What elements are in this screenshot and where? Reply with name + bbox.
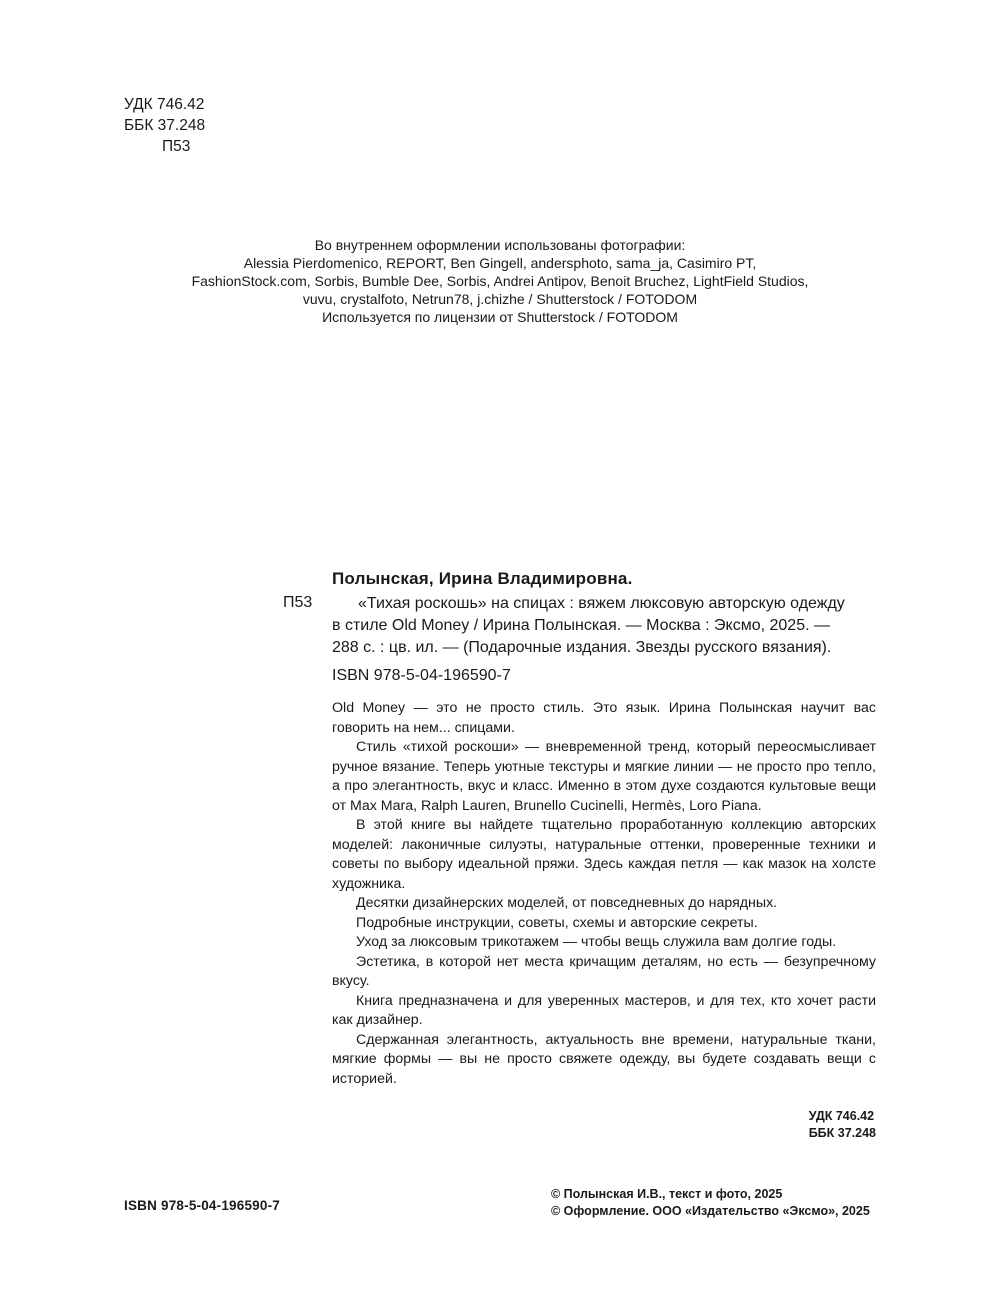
bibliographic-record — [0, 569, 1000, 1129]
credits-line: FashionStock.com, Sorbis, Bumble Dee, Sorbis, Andrei Antipov, Benoit Bruchez, LightField Studios, — [191, 273, 809, 289]
copyright-line: © Полынская И.В., текст и фото, 2025 — [551, 1187, 783, 1201]
annotation-paragraph: Old Money — это не просто стиль. Это язык. Ирина Полынская научит вас говорить на нем... спицами. — [332, 700, 876, 736]
credits-line: Во внутреннем оформлении использованы фотографии: — [314, 237, 686, 253]
annotation-paragraph: Сдержанная элегантность, актуальность вне времени, натуральные ткани, мягкие формы — вы не просто свяжете одежду, вы будете создавать вещи с историей. — [332, 1031, 876, 1087]
annotation — [332, 699, 876, 1089]
annotation-paragraph: Книга предназначена и для уверенных мастеров, и для тех, кто хочет расти как дизайнер. — [332, 992, 876, 1028]
bbk-code: ББК 37.248 — [124, 117, 206, 134]
annotation-paragraph: Стиль «тихой роскоши» — вневременной тренд, который переосмысливает ручное вязание. Теперь уютные текстуры и мягкие линии — не просто про тепло, а про элегантность, вкус и класс. Именно в этом духе создаются культовые вещи от Max Mara, Ralph Lauren, Brunello Cucinelli, Hermès, Loro Piana. — [332, 739, 876, 814]
credits-line: Alessia Pierdomenico, REPORT, Ben Gingell, andersphoto, sama_ja, Casimiro PT, — [243, 255, 757, 271]
author-mark: П53 — [162, 138, 191, 155]
copyright-line: © Оформление. ООО «Издательство «Эксмо», 2025 — [551, 1204, 870, 1218]
credits-line: vuvu, crystalfoto, Netrun78, j.chizhe / Shutterstock / FOTODOM — [302, 291, 698, 307]
annotation-paragraph: Десятки дизайнерских моделей, от повседневных до нарядных. — [356, 895, 778, 911]
description-line: 288 с. : цв. ил. — (Подарочные издания. Звезды русского вязания). — [332, 639, 832, 656]
annotation-paragraph: Эстетика, в которой нет места кричащим деталям, но есть — безупречному вкусу. — [332, 953, 876, 989]
udk-code-bottom: УДК 746.42 — [808, 1109, 875, 1123]
isbn-record: ISBN 978-5-04-196590-7 — [332, 667, 511, 684]
annotation-paragraph: Уход за люксовым трикотажем — чтобы вещь служила вам долгие годы. — [356, 934, 837, 950]
description-line: «Тихая роскошь» на спицах : вяжем люксовую авторскую одежду — [358, 595, 845, 612]
author-name: Полынская, Ирина Владимировна. — [332, 569, 633, 588]
book-description — [332, 593, 876, 659]
classification-codes-top — [124, 94, 205, 157]
description-line: в стиле Old Money / Ирина Полынская. — Москва : Эксмо, 2025. — — [332, 617, 830, 634]
annotation-paragraph: Подробные инструкции, советы, схемы и авторские секреты. — [356, 914, 758, 931]
credits-line: Используется по лицензии от Shutterstock / FOTODOM — [322, 309, 678, 325]
photo-credits — [150, 236, 850, 326]
copyright-notice — [551, 1186, 870, 1220]
isbn-footer: ISBN 978-5-04-196590-7 — [124, 1198, 280, 1213]
udk-code: УДК 746.42 — [124, 96, 205, 113]
author-mark-left: П53 — [283, 594, 313, 611]
classification-codes-bottom — [809, 1108, 876, 1142]
bbk-code-bottom: ББК 37.248 — [808, 1126, 876, 1140]
annotation-paragraph: В этой книге вы найдете тщательно проработанную коллекцию авторских моделей: лаконичные силуэты, натуральные оттенки, проверенные техники и советы по выбору идеальной пряжи. Здесь каждая петля — как мазок на холсте художника. — [332, 817, 876, 892]
